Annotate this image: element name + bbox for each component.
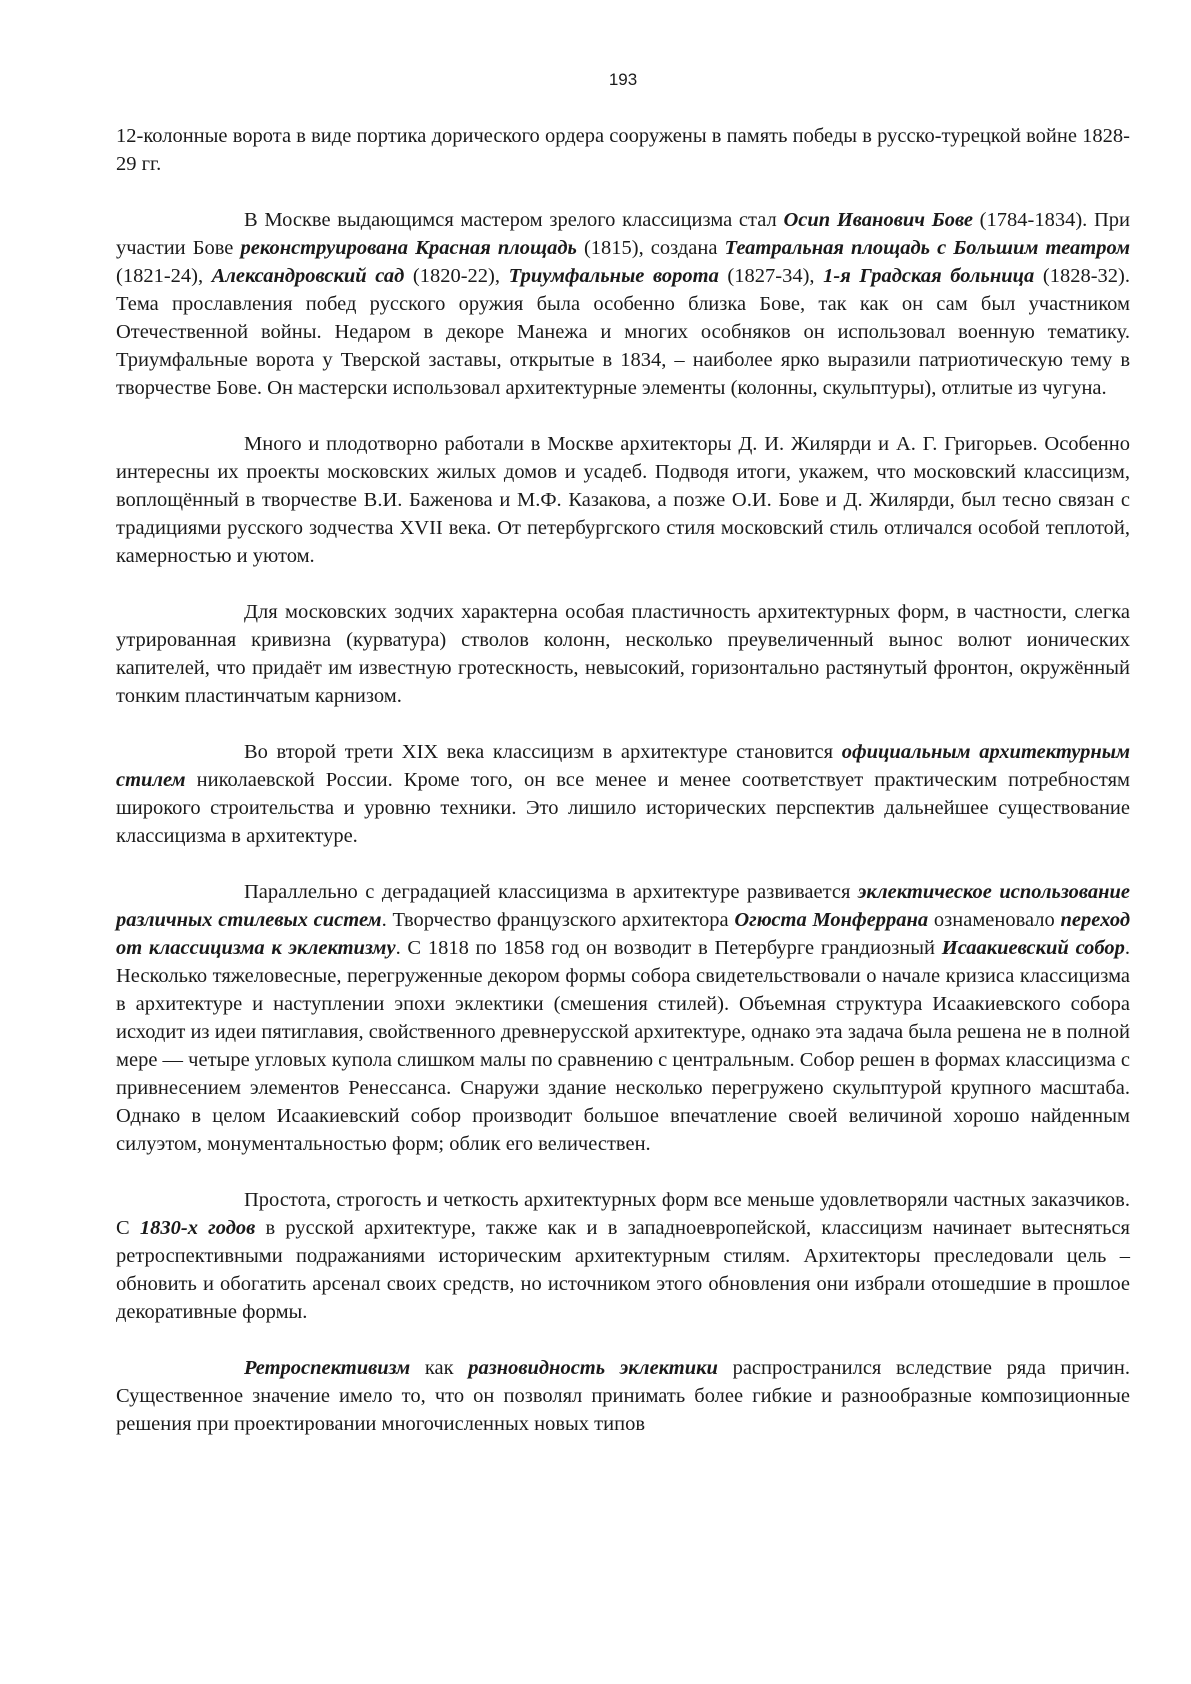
document-page bbox=[116, 70, 1130, 1438]
emphasis-term: Триумфальные ворота bbox=[508, 265, 719, 287]
text-run: . Несколько тяжеловесные, перегруженные декором формы собора свидетельствовали о начале кризиса классицизма в архитектуре и наступлении эпохи эклектики (смешения стилей). Объемная структура Исаакиевского собора исходит из идеи пятиглавия, свойственного древнерусской архитектуре, однако эта задача была решена не в полной мере — четыре угловых купола слишком малы по сравнению с центральным. Собор решен в формах классицизма с привнесением элементов Ренессанса. Снаружи здание несколько перегружено скульптурой крупного масштаба. Однако в целом Исаакиевский собор производит большое впечатление своей величиной хорошо найденным силуэтом, монументальностью форм; облик его величествен. bbox=[116, 937, 1130, 1155]
text-run: распространился вследствие ряда причин. Существенное значение имело то, что он позволял принимать более гибкие и разнообразные композиционные решения при проектировании многочисленных новых типов bbox=[116, 1357, 1130, 1435]
page-number: 193 bbox=[608, 70, 638, 89]
emphasis-term: Театральная площадь с Большим театром bbox=[724, 237, 1130, 259]
text-run: Во второй трети XIX века классицизм в архитектуре становится bbox=[244, 741, 842, 763]
text-run: ознаменовало bbox=[928, 909, 1061, 931]
text-run: . С 1818 по 1858 год он возводит в Петербурге грандиозный bbox=[395, 937, 942, 959]
text-run: В Москве выдающимся мастером зрелого классицизма стал bbox=[244, 209, 784, 231]
paragraph bbox=[116, 1186, 1130, 1326]
text-run: (1784-1834). При участии Бове bbox=[116, 209, 1130, 259]
paragraph bbox=[116, 1354, 1130, 1438]
text-run: 12-колонные ворота в виде портика дорического ордера сооружены в память победы в русско-турецкой войне 1828-29 гг. bbox=[116, 125, 1130, 175]
paragraph bbox=[116, 206, 1130, 402]
paragraph bbox=[116, 598, 1130, 710]
emphasis-term: Исаакиевский собор bbox=[941, 937, 1125, 959]
paragraph bbox=[116, 738, 1130, 850]
emphasis-term: 1-я Градская больница bbox=[823, 265, 1035, 287]
emphasis-term: Осип Иванович Бове bbox=[783, 209, 973, 231]
text-run: в русской архитектуре, также как и в западноевропейской, классицизм начинает вытесняться ретроспективными подражаниями историческим архитектурным стилям. Архитекторы преследовали цель – обновить и обогатить арсенал своих средств, но источником этого обновления они избрали отошедшие в прошлое декоративные формы. bbox=[116, 1217, 1130, 1323]
emphasis-term: эклектическое использование различных стилевых систем bbox=[116, 881, 1131, 931]
text-run: Много и плодотворно работали в Москве архитекторы Д. И. Жилярди и А. Г. Григорьев. Особенно интересны их проекты московских жилых домов и усадеб. Подводя итоги, укажем, что московский классицизм, воплощённый в творчестве В.И. Баженова и М.Ф. Казакова, а позже О.И. Бове и Д. Жилярди, был тесно связан с традициями русского зодчества XVII века. От петербургского стиля московский стиль отличался особой теплотой, камерностью и уютом. bbox=[116, 433, 1130, 567]
text-run: . Творчество французского архитектора bbox=[381, 909, 735, 931]
text-run: Простота, строгость и четкость архитектурных форм все меньше удовлетворяли частных заказчиков. С bbox=[116, 1189, 1130, 1239]
text-run: (1827-34), bbox=[718, 265, 824, 287]
emphasis-term: разновидность эклектики bbox=[468, 1357, 718, 1379]
text-run: Параллельно с деградацией классицизма в архитектуре развивается bbox=[244, 881, 858, 903]
text-run: (1820-22), bbox=[404, 265, 509, 287]
emphasis-term: Ретроспективизм bbox=[244, 1357, 411, 1379]
text-run: николаевской России. Кроме того, он все менее и менее соответствует практическим потребностям широкого строительства и уровню техники. Это лишило исторических перспектив дальнейшее существование классицизма в архитектуре. bbox=[116, 769, 1130, 847]
emphasis-term: Огюста Монферрана bbox=[734, 909, 929, 931]
text-run: (1828-32). Тема прославления побед русского оружия была особенно близка Бове, так как он сам был участником Отечественной войны. Недаром в декоре Манежа и многих особняков он использовал военную тематику. Триумфальные ворота у Тверской заставы, открытые в 1834, – наиболее ярко выразили патриотическую тему в творчестве Бове. Он мастерски использовал архитектурные элементы (колонны, скульптуры), отлитые из чугуна. bbox=[116, 265, 1130, 399]
paragraph bbox=[116, 878, 1130, 1158]
text-run: (1815), создана bbox=[576, 237, 725, 259]
text-run: как bbox=[410, 1357, 469, 1379]
emphasis-term: переход от классицизма к эклектизму bbox=[116, 909, 1130, 959]
emphasis-term: 1830-х годов bbox=[139, 1217, 256, 1239]
emphasis-term: реконструирована Красная площадь bbox=[240, 237, 577, 259]
paragraph bbox=[116, 122, 1130, 178]
emphasis-term: официальным архитектурным стилем bbox=[116, 741, 1130, 791]
document-body bbox=[116, 122, 1130, 1438]
emphasis-term: Александровский сад bbox=[211, 265, 405, 287]
text-run: (1821-24), bbox=[116, 265, 212, 287]
paragraph bbox=[116, 430, 1130, 570]
text-run: Для московских зодчих характерна особая пластичность архитектурных форм, в частности, слегка утрированная кривизна (курватура) стволов колонн, несколько преувеличенный вынос волют ионических капителей, что придаёт им известную гротескность, невысокий, горизонтально растянутый фронтон, окружённый тонким пластинчатым карнизом. bbox=[116, 601, 1130, 707]
